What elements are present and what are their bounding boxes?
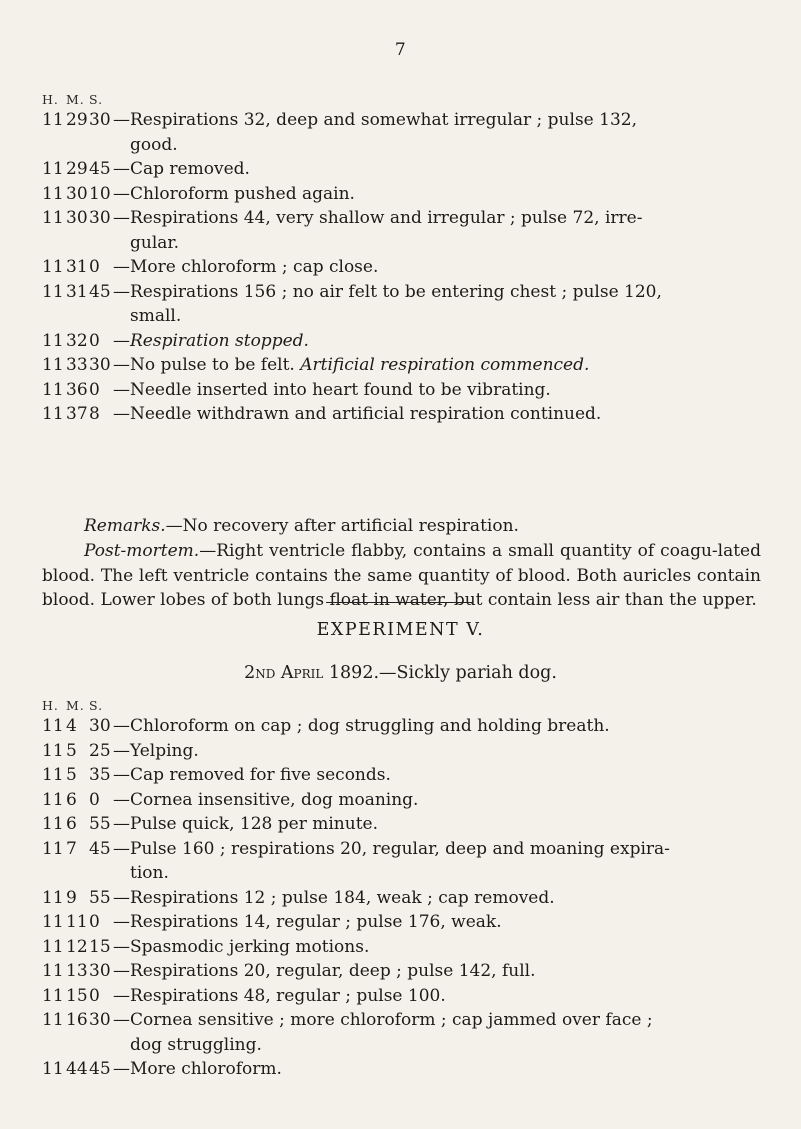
entry-text xyxy=(130,182,762,207)
entry-dash: — xyxy=(113,379,130,400)
experiment-date-label: 2nd April 1892. xyxy=(244,663,380,683)
entry-dash: — xyxy=(113,936,130,957)
entry-minute: 4 xyxy=(66,716,77,736)
entry-second: 45 xyxy=(89,838,111,859)
log-entry xyxy=(42,910,762,935)
entry-minute: 12 xyxy=(66,936,88,957)
entry-description: Respiration stopped. xyxy=(130,330,309,351)
experiment-date xyxy=(0,663,801,683)
entry-hour: 11 xyxy=(42,281,64,302)
entry-text xyxy=(130,763,762,788)
entry-description: Respirations 48, regular ; pulse 100. xyxy=(130,985,446,1006)
entry-description: Respirations 32, deep and somewhat irregular ; pulse 132, xyxy=(130,110,637,130)
entry-description: Spasmodic jerking motions. xyxy=(130,936,370,957)
entry-second: 55 xyxy=(89,814,111,834)
entry-dash: — xyxy=(113,912,130,932)
entry-text xyxy=(130,206,762,255)
entry-text xyxy=(130,329,762,354)
entry-second: 30 xyxy=(89,1010,111,1030)
log-entry xyxy=(42,378,762,403)
entry-text xyxy=(130,353,762,378)
entry-hour: 11 xyxy=(42,789,64,810)
entry-continuation: gular. xyxy=(130,232,180,253)
entry-second: 10 xyxy=(89,183,111,204)
entry-second: 45 xyxy=(89,159,111,179)
log-entry xyxy=(42,353,762,378)
entry-second: 0 xyxy=(89,257,100,277)
entry-hour: 11 xyxy=(42,183,64,204)
entry-description: More chloroform. xyxy=(130,1059,282,1079)
entry-second: 15 xyxy=(89,936,111,957)
log-column-headers xyxy=(42,698,762,714)
log-entry xyxy=(42,812,762,837)
entry-description: Respirations 20, regular, deep ; pulse 142, full. xyxy=(130,961,536,981)
entry-hour: 11 xyxy=(42,814,64,834)
entry-text xyxy=(130,812,762,837)
entry-text xyxy=(130,157,762,182)
entry-dash: — xyxy=(113,765,130,785)
entry-minute: 13 xyxy=(66,961,88,981)
entry-second: 45 xyxy=(89,1059,111,1079)
log-entry xyxy=(42,959,762,984)
entry-description: No pulse to be felt. xyxy=(130,355,295,375)
log-entry xyxy=(42,714,762,739)
entry-dash: — xyxy=(113,1059,130,1079)
entry-hour: 11 xyxy=(42,887,64,908)
entry-text xyxy=(130,1008,762,1057)
seconds-header: S. xyxy=(89,698,104,713)
entry-dash: — xyxy=(113,159,130,179)
entry-second: 30 xyxy=(89,716,111,736)
entry-second: 30 xyxy=(89,961,111,981)
entry-minute: 31 xyxy=(66,257,88,277)
log-entry xyxy=(42,1057,762,1082)
entry-hour: 11 xyxy=(42,838,64,859)
entry-minute: 37 xyxy=(66,404,88,424)
entry-hour: 11 xyxy=(42,379,64,400)
log-entry xyxy=(42,255,762,280)
entry-description: Needle inserted into heart found to be vibrating. xyxy=(130,379,551,400)
log-entry xyxy=(42,837,762,886)
entry-hour: 11 xyxy=(42,912,64,932)
log-entry xyxy=(42,329,762,354)
entry-dash: — xyxy=(113,887,130,908)
entry-hour: 11 xyxy=(42,961,64,981)
entry-minute: 16 xyxy=(66,1010,88,1030)
entry-dash: — xyxy=(113,330,130,351)
entry-continuation: dog struggling. xyxy=(130,1034,262,1055)
entry-minute: 44 xyxy=(66,1059,88,1079)
log-entry xyxy=(42,763,762,788)
log-entry xyxy=(42,157,762,182)
entry-continuation: tion. xyxy=(130,863,169,883)
entry-second: 0 xyxy=(89,330,100,351)
entry-text xyxy=(130,910,762,935)
entry-dash: — xyxy=(113,208,130,228)
entry-dash: — xyxy=(113,404,130,424)
entry-description: Yelping. xyxy=(130,740,199,761)
entry-hour: 11 xyxy=(42,355,64,375)
log-entry xyxy=(42,206,762,255)
time-log-2 xyxy=(42,698,762,1082)
remarks-text: —No recovery after artificial respiration. xyxy=(165,516,519,536)
log-entry xyxy=(42,788,762,813)
entry-description: Cornea insensitive, dog moaning. xyxy=(130,789,419,810)
entry-dash: — xyxy=(113,814,130,834)
entry-dash: — xyxy=(113,183,130,204)
entry-dash: — xyxy=(113,281,130,302)
remarks-paragraph xyxy=(42,514,761,539)
entry-minute: 5 xyxy=(66,740,77,761)
entry-description: Respirations 14, regular ; pulse 176, weak. xyxy=(130,912,502,932)
log-column-headers xyxy=(42,92,762,108)
minutes-header: M. xyxy=(66,92,85,107)
entry-hour: 11 xyxy=(42,257,64,277)
entry-italic-note: Artificial respiration commenced. xyxy=(300,355,590,375)
entry-text xyxy=(130,886,762,911)
log-entry xyxy=(42,984,762,1009)
entry-minute: 29 xyxy=(66,110,88,130)
entry-description: Respirations 44, very shallow and irregular ; pulse 72, irre- xyxy=(130,208,643,228)
entry-minute: 30 xyxy=(66,208,88,228)
entry-hour: 11 xyxy=(42,110,64,130)
log-entries xyxy=(42,108,762,427)
entry-hour: 11 xyxy=(42,1059,64,1079)
entry-hour: 11 xyxy=(42,740,64,761)
entry-dash: — xyxy=(113,740,130,761)
entry-description: Cornea sensitive ; more chloroform ; cap jammed over face ; xyxy=(130,1010,653,1030)
log-entry xyxy=(42,1008,762,1057)
page-number: 7 xyxy=(394,40,407,60)
entry-description: More chloroform ; cap close. xyxy=(130,257,379,277)
entry-second: 0 xyxy=(89,789,100,810)
entry-dash: — xyxy=(113,985,130,1006)
entry-second: 45 xyxy=(89,281,111,302)
postmortem-label: Post-mortem. xyxy=(84,541,200,561)
entry-continuation: good. xyxy=(130,134,178,155)
entry-hour: 11 xyxy=(42,159,64,179)
entry-dash: — xyxy=(113,110,130,130)
log-entries xyxy=(42,714,762,1082)
experiment-title: EXPERIMENT V. xyxy=(316,620,485,640)
entry-dash: — xyxy=(113,355,130,375)
entry-description: Respirations 12 ; pulse 184, weak ; cap removed. xyxy=(130,887,555,908)
entry-description: Needle withdrawn and artificial respiration continued. xyxy=(130,404,602,424)
entry-second: 0 xyxy=(89,379,100,400)
entry-description: Chloroform pushed again. xyxy=(130,183,355,204)
entry-hour: 11 xyxy=(42,208,64,228)
entry-second: 0 xyxy=(89,912,100,932)
entry-minute: 33 xyxy=(66,355,88,375)
entry-hour: 11 xyxy=(42,936,64,957)
log-entry xyxy=(42,108,762,157)
entry-dash: — xyxy=(113,716,130,736)
entry-text xyxy=(130,788,762,813)
time-log-1 xyxy=(42,92,762,427)
entry-text xyxy=(130,402,762,427)
entry-second: 30 xyxy=(89,355,111,375)
log-entry xyxy=(42,280,762,329)
entry-text xyxy=(130,1057,762,1082)
entry-hour: 11 xyxy=(42,404,64,424)
entry-second: 0 xyxy=(89,985,100,1006)
log-entry xyxy=(42,182,762,207)
section-divider xyxy=(326,602,472,603)
entry-description: Chloroform on cap ; dog struggling and holding breath. xyxy=(130,716,610,736)
entry-second: 55 xyxy=(89,887,111,908)
entry-minute: 9 xyxy=(66,887,77,908)
entry-text xyxy=(130,714,762,739)
entry-description: Pulse quick, 128 per minute. xyxy=(130,814,378,834)
entry-hour: 11 xyxy=(42,765,64,785)
entry-second: 35 xyxy=(89,765,111,785)
log-entry xyxy=(42,402,762,427)
entry-hour: 11 xyxy=(42,1010,64,1030)
entry-text xyxy=(130,108,762,157)
minutes-header: M. xyxy=(66,698,85,713)
entry-description: Pulse 160 ; respirations 20, regular, deep and moaning expira- xyxy=(130,838,670,859)
entry-text xyxy=(130,984,762,1009)
seconds-header: S. xyxy=(89,92,104,107)
entry-second: 30 xyxy=(89,208,111,228)
entry-description: Cap removed for five seconds. xyxy=(130,765,391,785)
log-entry xyxy=(42,886,762,911)
entry-text xyxy=(130,378,762,403)
entry-minute: 5 xyxy=(66,765,77,785)
entry-minute: 31 xyxy=(66,281,88,302)
entry-dash: — xyxy=(113,257,130,277)
entry-text xyxy=(130,255,762,280)
entry-dash: — xyxy=(113,961,130,981)
entry-hour: 11 xyxy=(42,985,64,1006)
entry-minute: 32 xyxy=(66,330,88,351)
postmortem-text: —Right ventricle flabby, contains a small quantity of coagu-lated blood. The left ventricle contains the same quantity of blood. Both auricles contain blood. Lower lobes of both lungs float in water, but contain less air than the upper. xyxy=(42,541,761,610)
entry-minute: 29 xyxy=(66,159,88,179)
entry-dash: — xyxy=(113,838,130,859)
entry-minute: 15 xyxy=(66,985,88,1006)
entry-text xyxy=(130,959,762,984)
entry-minute: 36 xyxy=(66,379,88,400)
entry-hour: 11 xyxy=(42,716,64,736)
entry-hour: 11 xyxy=(42,330,64,351)
entry-dash: — xyxy=(113,789,130,810)
entry-description: Respirations 156 ; no air felt to be entering chest ; pulse 120, xyxy=(130,281,662,302)
entry-text xyxy=(130,935,762,960)
entry-second: 25 xyxy=(89,740,111,761)
entry-dash: — xyxy=(113,1010,130,1030)
entry-minute: 11 xyxy=(66,912,88,932)
entry-text xyxy=(130,280,762,329)
entry-minute: 30 xyxy=(66,183,88,204)
entry-text xyxy=(130,837,762,886)
entry-description: Cap removed. xyxy=(130,159,250,179)
entry-minute: 7 xyxy=(66,838,77,859)
hours-header: H. xyxy=(42,92,59,107)
entry-minute: 6 xyxy=(66,814,77,834)
experiment-subject: —Sickly pariah dog. xyxy=(379,663,557,683)
log-entry xyxy=(42,935,762,960)
remarks-label: Remarks. xyxy=(84,516,166,536)
entry-second: 8 xyxy=(89,404,100,424)
entry-second: 30 xyxy=(89,110,111,130)
log-entry xyxy=(42,739,762,764)
entry-text xyxy=(130,739,762,764)
entry-minute: 6 xyxy=(66,789,77,810)
hours-header: H. xyxy=(42,698,59,713)
entry-continuation: small. xyxy=(130,306,182,326)
